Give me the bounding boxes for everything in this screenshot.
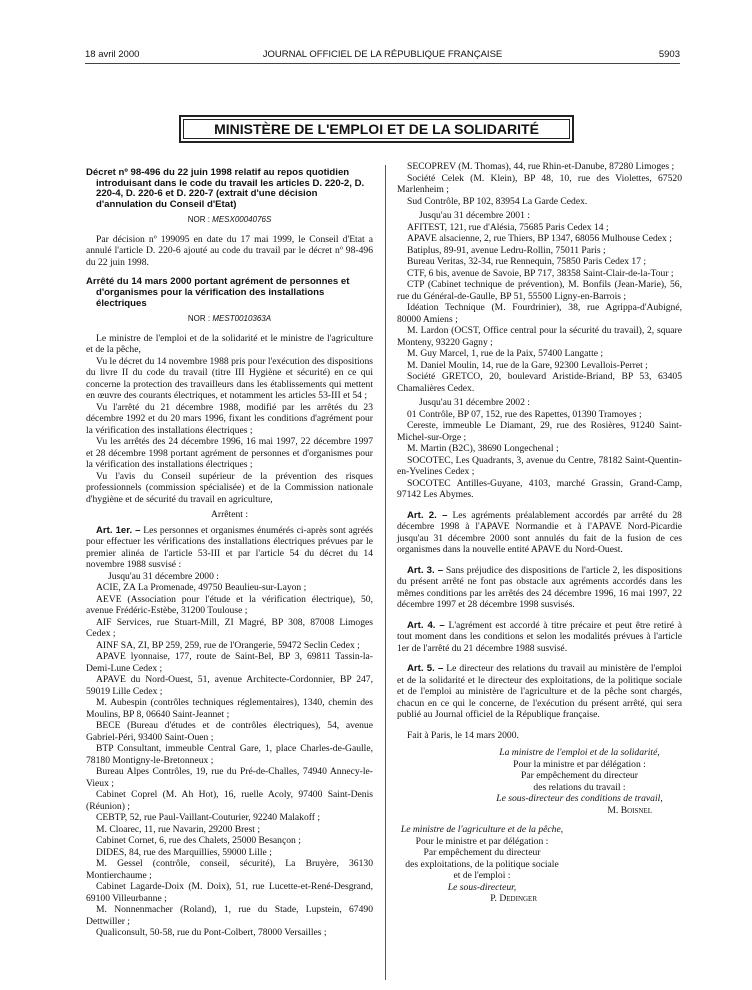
organism-entry: M. Daniel Moulin, 14, rue de la Gare, 92300 Levallois-Perret ; xyxy=(407,359,648,371)
signature-line: Le ministre de l'agriculture et de la pêche, xyxy=(400,824,564,835)
until-2002-heading: Jusqu'au 31 décembre 2002 : xyxy=(419,397,530,408)
list-2000 xyxy=(86,582,373,939)
article-5 xyxy=(397,663,682,721)
organism-entry: 01 Contrôle, BP 07, 152, rue des Rapettes, 01390 Tramoyes ; xyxy=(407,408,642,420)
signature-line: Le sous-directeur des conditions de travail, xyxy=(496,793,663,804)
decree-nor-label: NOR : xyxy=(187,215,210,225)
organism-entry: M. Gessel (contrôle, conseil, sécurité), La Bruyère, 36130 Montierchaume ; xyxy=(86,858,373,881)
visa-paragraph: Le ministre de l'emploi et de la solidarité et le ministre de l'agriculture et de la pêche, xyxy=(86,332,373,356)
signature-line: M. Boisnel xyxy=(607,804,652,816)
signature-line: La ministre de l'emploi et de la solidarité, xyxy=(499,747,660,758)
organism-entry: Qualiconsult, 50-58, rue du Pont-Colbert, 78000 Versailles ; xyxy=(96,927,327,939)
signature-line: Le sous-directeur, xyxy=(447,881,517,893)
article-4-text: L'agrément est accordé à titre précaire et peut être retiré à tout moment dans les conditions et selon les modalités prévues à l'article 1er de l'arrêté du 21 décembre 1988 susvisé. xyxy=(397,619,682,654)
organism-entry: ACIE, ZA La Promenade, 49750 Beaulieu-sur-Layon ; xyxy=(96,582,307,594)
arrete-nor xyxy=(86,313,373,325)
article-5-label: Art. 5. – xyxy=(407,663,444,674)
organism-entry: M. Martin (B2C), 38690 Longechenal ; xyxy=(407,443,559,454)
organism-entry: Cabinet Coprel (M. Ah Hot), 16, ruelle Acoly, 97400 Saint-Denis (Réunion) ; xyxy=(86,789,373,812)
signature-line: Par empêchement du directeur xyxy=(521,770,638,781)
organism-entry: Cabinet Cornet, 6, rue des Chalets, 25000 Besançon ; xyxy=(96,835,301,847)
organism-entry: AINF SA, ZI, BP 259, 259, rue de l'Orangerie, 59472 Seclin Cedex ; xyxy=(96,639,360,651)
organism-entry: Cereste, immeuble Le Diamant, 29, rue des Rosières, 91240 Saint-Michel-sur-Orge ; xyxy=(397,420,682,443)
organism-entry: SECOPREV (M. Thomas), 44, rue Rhin-et-Danube, 87280 Limoges ; xyxy=(407,161,675,172)
signature-block-1 xyxy=(477,747,682,816)
organism-entry: M. Nonnenmacher (Roland), 1, rue du Stade, Lupstein, 67490 Dettwiller ; xyxy=(86,904,373,927)
until-2001-heading: Jusqu'au 31 décembre 2001 : xyxy=(419,210,530,221)
header-journal-title: JOURNAL OFFICIEL DE LA RÉPUBLIQUE FRANÇAISE xyxy=(262,49,503,60)
article-3 xyxy=(397,565,682,611)
signature-line: P. Dedinger xyxy=(490,893,537,904)
signature-line: des relations du travail : xyxy=(533,781,626,793)
organism-entry: Société Celek (M. Klein), BP 48, 10, rue des Violettes, 67520 Marlenheim ; xyxy=(397,172,682,195)
organism-entry: Bureau Veritas, 32-34, rue Rennequin, 75850 Paris Cedex 17 ; xyxy=(407,256,647,267)
organism-entry: M. Guy Marcel, 1, rue de la Paix, 57400 Langatte ; xyxy=(407,348,604,359)
organism-entry: AFITEST, 121, rue d'Alésia, 75685 Paris Cedex 14 ; xyxy=(407,221,609,233)
organism-entry: APAVE du Nord-Ouest, 51, avenue Architecte-Cordonnier, BP 247, 59019 Lille Cedex ; xyxy=(86,674,373,697)
header-page-number: 5903 xyxy=(658,49,680,60)
article-3-label: Art. 3. – xyxy=(407,564,444,576)
list-2000-continued xyxy=(397,161,682,207)
visa-paragraph: Vu l'avis du Conseil supérieur de la prévention des risques professionnels (commission spécialisée) et de la Commission nationale d'hygiène et de sécurité du travail en agriculture, xyxy=(86,470,373,505)
signature-line: et de l'emploi : xyxy=(453,870,511,881)
left-column xyxy=(86,168,373,939)
decree-text: Par décision nº 199095 en date du 17 mai 1999, le Conseil d'Etat a annulé l'article D. 220-6 ajouté au code du travail par le décret nº 98-496 du 22 juin 1998. xyxy=(86,233,373,268)
arretent-heading: Arrêtent : xyxy=(210,509,249,521)
organism-entry: CTF, 6 bis, avenue de Savoie, BP 717, 38358 Saint-Clair-de-la-Tour ; xyxy=(407,267,674,279)
decree-title: Décret nº 98-496 du 22 juin 1998 relatif au repos quotidien introduisant dans le code du travail les articles D. 220-2, D. 220-4, D. 220-6 et D. 220-7 (extrait d'une décision d'annulation du Conseil d'Etat) xyxy=(86,167,365,210)
visa-paragraph: Vu le décret du 14 novembre 1988 pris pour l'exécution des dispositions du livre II du code du travail (titre III Hygiène et sécurité) en ce qui concerne la protection des travailleurs dans les établissements qui mettent en œuvre des courants électriques, et notamment les articles 53-III et 54 ; xyxy=(86,355,373,402)
arrete-nor-label: NOR : xyxy=(187,314,211,324)
article-1-text: Les personnes et organismes énumérés ci-après sont agréés pour effectuer les vérifications des installations électriques prévues par le premier alinéa de l'article 53-III et par l'article 54 du décret du 14 novembre 1988 susvisé : xyxy=(86,524,373,571)
article-5-text: Le directeur des relations du travail au ministère de l'emploi et de la solidarité et le directeur des exploitations, de la politique sociale et de l'emploi au ministère de l'agriculture et de la pêche sont chargés, chacun en ce qui le concerne, de l'exécution du présent arrêté, qui sera publié au Journal officiel de la République française. xyxy=(397,663,682,720)
visa-paragraph: Vu les arrêtés des 24 décembre 1996, 16 mai 1997, 22 décembre 1997 et 28 décembre 1998 portant agrément de personnes et d'organismes pour la vérification des installations électriques ; xyxy=(86,436,373,471)
organism-entry: BECE (Bureau d'études et de contrôles électriques), 54, avenue Gabriel-Péri, 93400 Saint-Ouen ; xyxy=(86,720,373,743)
signature-block-2 xyxy=(397,824,567,905)
organism-entry: CEBTP, 52, rue Paul-Vaillant-Couturier, 92240 Malakoff ; xyxy=(96,812,321,824)
article-2-text: Les agréments préalablement accordés par arrêté du 28 décembre 1998 à l'APAVE Normandie et à l'APAVE Nord-Picardie jusqu'au 31 décembre 2000 sont annulés du fait de la fusion de ces organismes dans la nouvelle entité APAVE du Nord-Ouest. xyxy=(397,509,682,555)
organism-entry: Sud Contrôle, BP 102, 83954 La Garde Cedex. xyxy=(407,195,588,207)
organism-entry: Idéation Technique (M. Fourdrinier), 38, rue Agrippa-d'Aubigné, 80000 Amiens ; xyxy=(397,302,682,325)
arrete-title: Arrêté du 14 mars 2000 portant agrément de personnes et d'organismes pour la vérification des installations électriques xyxy=(86,276,350,309)
column-divider xyxy=(385,165,386,980)
signature-line: des exploitations, de la politique sociale xyxy=(405,858,559,870)
organism-entry: Cabinet Lagarde-Doix (M. Doix), 51, rue Lucette-et-René-Desgrand, 69100 Villeurbanne ; xyxy=(86,881,373,904)
header-rule xyxy=(85,63,680,64)
article-1-label: Art. 1er. – xyxy=(96,524,141,536)
article-2-label: Art. 2. – xyxy=(407,509,448,521)
arrete-nor-code: MEST0010363A xyxy=(212,314,272,324)
organism-entry: AIF Services, rue Stuart-Mill, ZI Magré, BP 308, 87008 Limoges Cedex ; xyxy=(86,616,373,640)
signature-line: Pour le ministre et par délégation : xyxy=(415,835,549,847)
signature-line: Pour la ministre et par délégation : xyxy=(513,758,646,770)
arrete-visas xyxy=(86,333,373,506)
organism-entry: Batiplus, 89-91, avenue Ledru-Rollin, 75011 Paris ; xyxy=(407,244,606,256)
header-date: 18 avril 2000 xyxy=(85,49,140,60)
organism-entry: DIDES, 84, rue des Marquillies, 59000 Lille ; xyxy=(96,846,272,858)
article-1 xyxy=(86,525,373,571)
organism-entry: M. Lardon (OCST, Office central pour la sécurité du travail), 2, square Monteny, 93220 Gagny ; xyxy=(397,325,682,348)
organism-entry: APAVE lyonnaise, 177, route de Saint-Bel, BP 3, 69811 Tassin-la-Demi-Lune Cedex ; xyxy=(86,651,373,674)
right-column xyxy=(397,161,682,905)
decree-nor-code: MESX0004076S xyxy=(212,215,272,225)
ministry-banner: MINISTÈRE DE L'EMPLOI ET DE LA SOLIDARITÉ xyxy=(179,115,574,143)
organism-entry: M. Aubespin (contrôles techniques réglementaires), 1340, chemin des Moulins, BP 8, 06640 Saint-Jeannet ; xyxy=(86,697,373,720)
organism-entry: CTP (Cabinet technique de prévention), M. Bonfils (Jean-Marie), 56, rue du Général-de-Gaulle, BP 51, 55500 Ligny-en-Barrois ; xyxy=(397,279,682,302)
article-4 xyxy=(397,620,682,655)
signature-date: Fait à Paris, le 14 mars 2000. xyxy=(407,729,519,741)
organism-entry: M. Cloarec, 11, rue Navarin, 29200 Brest ; xyxy=(96,823,261,835)
until-2000-heading: Jusqu'au 31 décembre 2000 : xyxy=(108,570,219,582)
organism-entry: Bureau Alpes Contrôles, 19, rue du Pré-de-Challes, 74940 Annecy-le-Vieux ; xyxy=(86,766,373,789)
list-2001 xyxy=(397,222,682,395)
article-2 xyxy=(397,510,682,556)
list-2002 xyxy=(397,409,682,501)
organism-entry: SOCOTEC, Les Quadrants, 3, avenue du Centre, 78182 Saint-Quentin-en-Yvelines Cedex ; xyxy=(397,454,682,477)
signature-line: Par empêchement du directeur xyxy=(423,847,541,858)
article-3-text: Sans préjudice des dispositions de l'article 2, les dispositions du présent arrêté ne font pas obstacle aux agréments accordés dans les mêmes conditions par les arrêtés des 24 décembre 1996, 16 mai 1997, 22 décembre 1997 et 28 décembre 1998 susvisés. xyxy=(397,564,682,610)
organism-entry: APAVE alsacienne, 2, rue Thiers, BP 1347, 68056 Mulhouse Cedex ; xyxy=(407,233,672,244)
decree-nor xyxy=(86,214,373,226)
organism-entry: SOCOTEC Antilles-Guyane, 4103, marché Grassin, Grand-Camp, 97142 Les Abymes. xyxy=(397,477,682,500)
organism-entry: BTP Consultant, immeuble Central Gare, 1, place Charles-de-Gaulle, 78180 Montigny-le-Bretonneux ; xyxy=(86,743,373,766)
organism-entry: AEVE (Association pour l'étude et la vérification électrique), 50, avenue Frédéric-Estèbe, 31200 Toulouse ; xyxy=(86,593,373,617)
organism-entry: Société GRETCO, 20, boulevard Aristide-Briand, BP 53, 63405 Chamalières Cedex. xyxy=(397,371,682,394)
visa-paragraph: Vu l'arrêté du 21 décembre 1988, modifié par les arrêtés du 23 décembre 1992 et du 20 mars 1996, fixant les conditions d'agrément pour la vérification des installations électriques ; xyxy=(86,401,373,436)
article-4-label: Art. 4. – xyxy=(407,619,445,631)
